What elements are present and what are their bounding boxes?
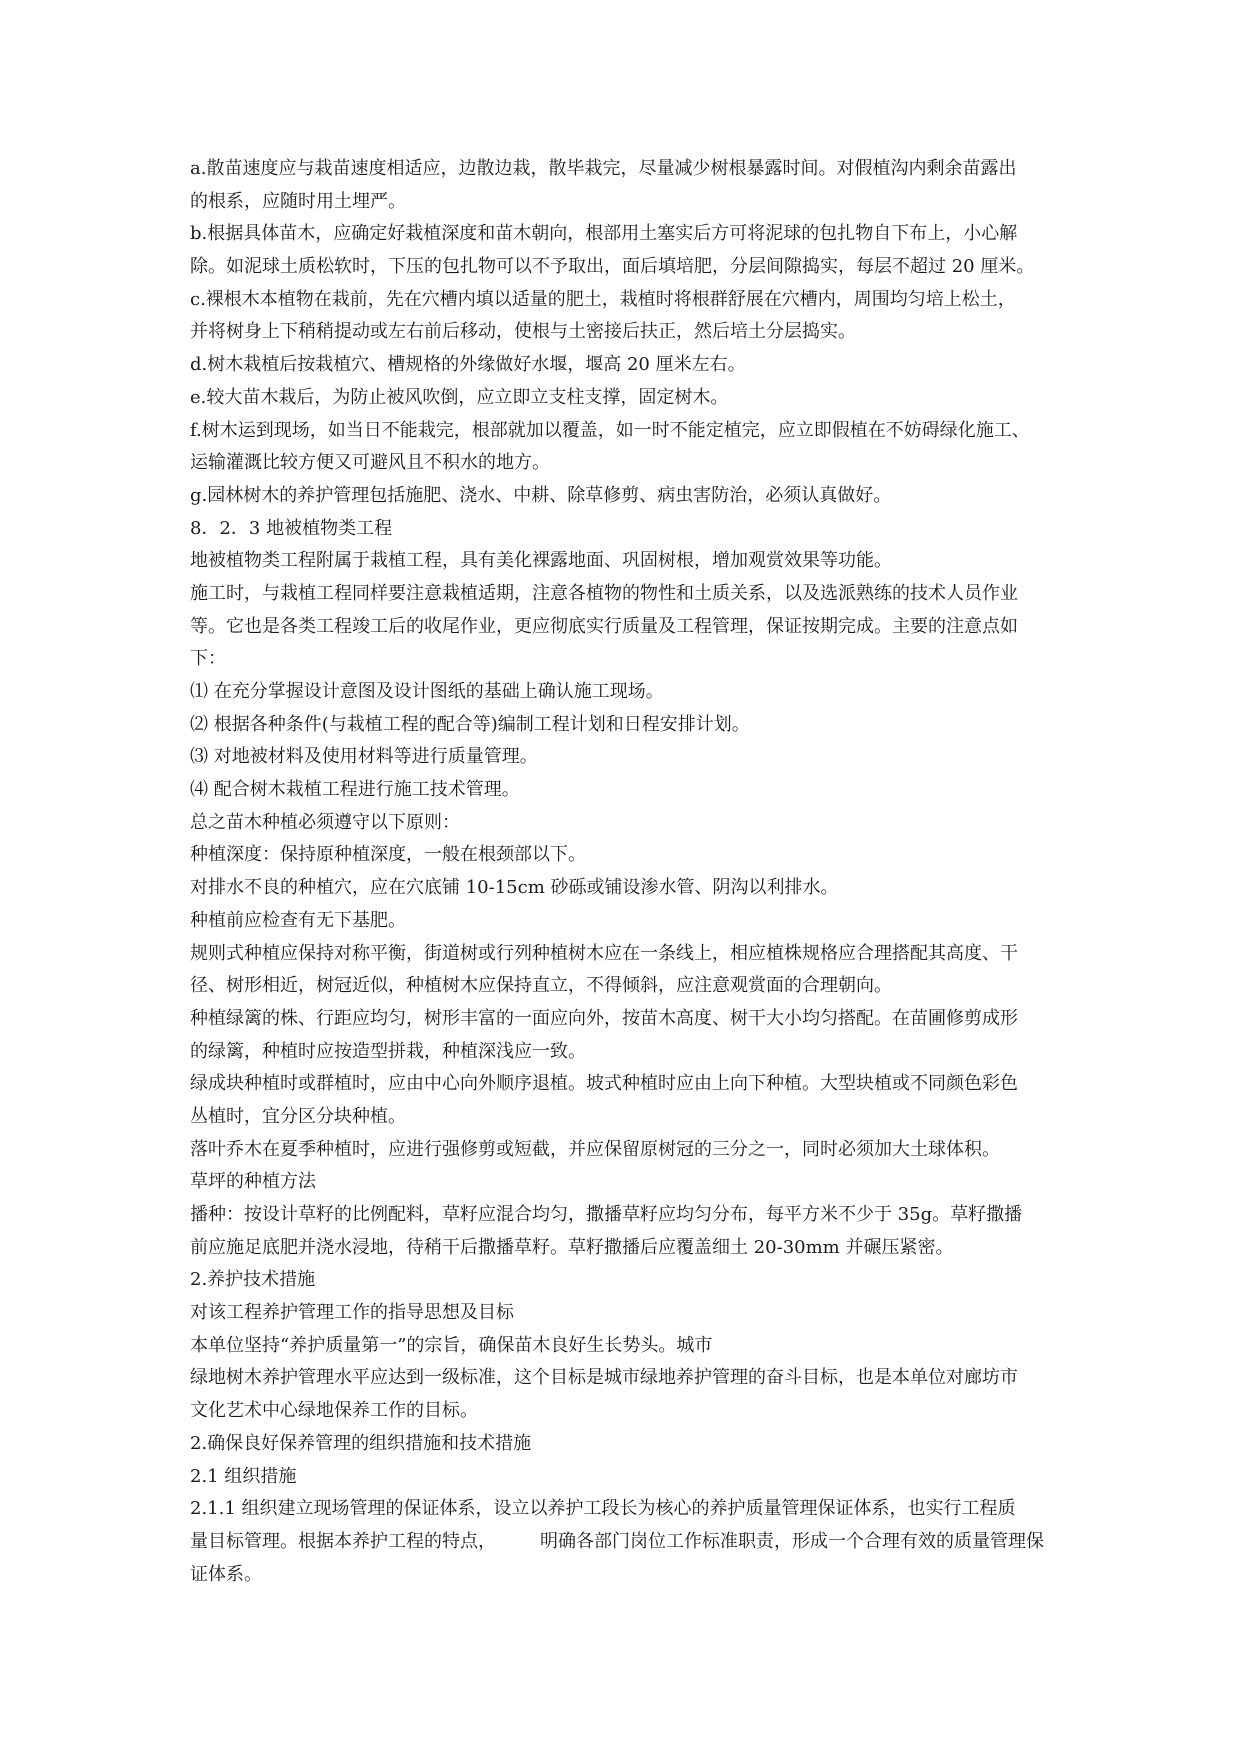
text-line: 落叶乔木在夏季种植时，应进行强修剪或短截，并应保留原树冠的三分之一，同时必须加大土球体积。 <box>190 1138 1000 1160</box>
section-heading: 8．2．3 地被植物类工程 <box>190 517 393 539</box>
text-line: 播种：按设计草籽的比例配料，草籽应混合均匀，撒播草籽应均匀分布，每平方米不少于 35g。草籽撒播 <box>190 1204 1023 1225</box>
text-line: 运输灌溉比较方便又可避风且不积水的地方。 <box>190 452 550 474</box>
text-line: 丛植时，宜分区分块种植。 <box>190 1105 406 1127</box>
text-line: 绿成块种植时或群植时，应由中心向外顺序退植。坡式种植时应由上向下种植。大型块植或不同颜色彩色 <box>190 1073 1018 1095</box>
section-heading: 草坪的种植方法 <box>190 1171 316 1193</box>
text-line: 种植前应检查有无下基肥。 <box>190 909 406 931</box>
text-line: 并将树身上下稍稍提动或左右前后移动，使根与土密接后扶正，然后培土分层捣实。 <box>190 321 856 343</box>
text-line: 的根系，应随时用土埋严。 <box>190 190 406 212</box>
text-line: 下： <box>190 648 226 670</box>
section-heading: 对该工程养护管理工作的指导思想及目标 <box>190 1302 514 1324</box>
text-line: 证体系。 <box>190 1563 262 1585</box>
text-line: 前应施足底肥并浇水浸地，待稍干后撒播草籽。草籽撒播后应覆盖细土 20-30mm 并碾压紧密。 <box>190 1236 954 1258</box>
list-item: ⑶ 对地被材料及使用材料等进行质量管理。 <box>190 746 538 768</box>
text-line: 2.1.1 组织建立现场管理的保证体系，设立以养护工段长为核心的养护质量管理保证体系，也实行工程质 <box>190 1498 1016 1520</box>
text-line: 地被植物类工程附属于栽植工程，具有美化裸露地面、巩固树根，增加观赏效果等功能。 <box>190 550 892 572</box>
list-item: ⑴ 在充分掌握设计意图及设计图纸的基础上确认施工现场。 <box>190 681 664 702</box>
text-line: e.较大苗木栽后，为防止被风吹倒，应立即立支柱支撑，固定树木。 <box>190 386 729 408</box>
text-line: 总之苗木种植必须遵守以下原则： <box>190 811 460 833</box>
text-line: c.裸根木本植物在栽前，先在穴槽内填以适量的肥土，栽植时将根群舒展在穴槽内，周围均匀培上松土， <box>190 288 1016 310</box>
text-line: 径、树形相近，树冠近似，种植树木应保持直立，不得倾斜，应注意观赏面的合理朝向。 <box>190 975 892 997</box>
list-item: ⑷ 配合树木栽植工程进行施工技术管理。 <box>190 779 520 801</box>
text-line: 本单位坚持“养护质量第一”的宗旨，确保苗木良好生长势头。城市 <box>190 1334 713 1356</box>
text-line: 施工时，与栽植工程同样要注意栽植适期，注意各植物的物性和土质关系，以及选派熟练的技术人员作业 <box>190 582 1018 604</box>
section-heading: 2.确保良好保养管理的组织措施和技术措施 <box>190 1432 532 1454</box>
text-line: 除。如泥球土质松软时，下压的包扎物可以不予取出，面后填培肥，分层间隙捣实，每层不超过 20 厘米。 <box>190 256 1035 278</box>
text-line: 等。它也是各类工程竣工后的收尾作业，更应彻底实行质量及工程管理，保证按期完成。主要的注意点如 <box>190 615 1018 637</box>
text-line: 种植绿篱的株、行距应均匀，树形丰富的一面应向外，按苗木高度、树干大小均匀搭配。在苗圃修剪成形 <box>190 1007 1018 1029</box>
text-segment: 量目标管理。根据本养护工程的特点， <box>190 1530 496 1552</box>
text-line: 的绿篱，种植时应按造型拼栽，种植深浅应一致。 <box>190 1040 586 1062</box>
list-item: ⑵ 根据各种条件(与栽植工程的配合等)编制工程计划和日程安排计划。 <box>190 713 750 735</box>
text-line: 对排水不良的种植穴，应在穴底铺 10-15cm 砂砾或铺设渗水管、阴沟以利排水。 <box>190 877 839 899</box>
document-body <box>190 153 1070 1591</box>
text-line <box>190 1526 1070 1559</box>
section-heading: 2.1 组织措施 <box>190 1465 297 1487</box>
text-line: 文化艺术中心绿地保养工作的目标。 <box>190 1400 478 1422</box>
text-line: d.树木栽植后按栽植穴、槽规格的外缘做好水堰，堰高 20 厘米左右。 <box>190 354 746 376</box>
text-line: 种植深度：保持原种植深度，一般在根颈部以下。 <box>190 844 586 866</box>
text-line: 绿地树木养护管理水平应达到一级标准，这个目标是城市绿地养护管理的奋斗目标，也是本单位对廊坊市 <box>190 1367 1018 1389</box>
text-line: f.树木运到现场，如当日不能栽完，根部就加以覆盖，如一时不能定植完，应立即假植在不妨碍绿化施工、 <box>190 419 1030 441</box>
text-line: g.园林树木的养护管理包括施肥、浇水、中耕、除草修剪、病虫害防治，必须认真做好。 <box>190 484 892 506</box>
text-segment: 明确各部门岗位工作标准职责，形成一个合理有效的质量管理保 <box>540 1530 1044 1552</box>
text-line: a.散苗速度应与栽苗速度相适应，边散边栽，散毕栽完，尽量减少树根暴露时间。对假植沟内剩余苗露出 <box>190 158 1017 179</box>
text-line: 规则式种植应保持对称平衡，街道树或行列种植树木应在一条线上，相应植株规格应合理搭配其高度、干 <box>190 942 1018 964</box>
text-line: b.根据具体苗木，应确定好栽植深度和苗木朝向，根部用土塞实后方可将泥球的包扎物自下布上，小心解 <box>190 223 1018 245</box>
section-heading: 2.养护技术措施 <box>190 1269 316 1291</box>
